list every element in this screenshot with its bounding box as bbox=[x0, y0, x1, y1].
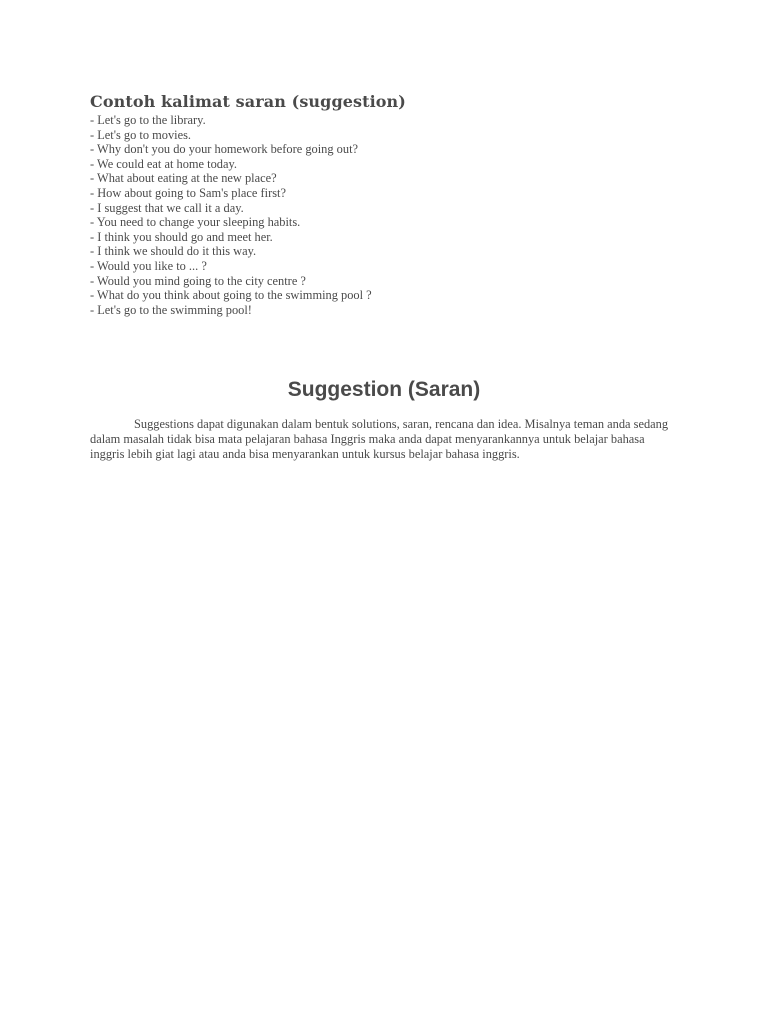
list-item: - You need to change your sleeping habits. bbox=[90, 215, 301, 230]
list-item: - Would you like to ... ? bbox=[90, 258, 207, 273]
list-item: - Would you mind going to the city centre ? bbox=[90, 273, 306, 288]
list-item: - I think we should do it this way. bbox=[90, 244, 257, 259]
list-item: - How about going to Sam's place first? bbox=[90, 185, 286, 200]
example-list bbox=[90, 113, 680, 317]
section-title: Suggestion (Saran) bbox=[287, 378, 481, 401]
examples-heading: Contoh kalimat saran (suggestion) bbox=[90, 92, 406, 111]
list-item: - What about eating at the new place? bbox=[90, 171, 277, 186]
list-item: - Let's go to movies. bbox=[90, 127, 192, 142]
body-paragraph: Suggestions dapat digunakan dalam bentuk solutions, saran, rencana dan idea. Misalnya teman anda sedang dalam masalah tidak bisa mata pelajaran bahasa Inggris maka anda dapat menyarankannya untuk belajar bahasa inggris lebih giat lagi atau anda bisa menyarankan untuk kursus belajar bahasa inggris. bbox=[90, 417, 669, 461]
document-page bbox=[90, 92, 680, 317]
list-item: - Let's go to the swimming pool! bbox=[90, 302, 252, 317]
list-item: - Let's go to the library. bbox=[90, 113, 206, 127]
list-item: - I suggest that we call it a day. bbox=[90, 200, 244, 215]
list-item: - Why don't you do your homework before going out? bbox=[90, 142, 359, 157]
list-item: - I think you should go and meet her. bbox=[90, 229, 273, 244]
list-item: - What do you think about going to the swimming pool ? bbox=[90, 288, 372, 303]
list-item: - We could eat at home today. bbox=[90, 156, 237, 171]
